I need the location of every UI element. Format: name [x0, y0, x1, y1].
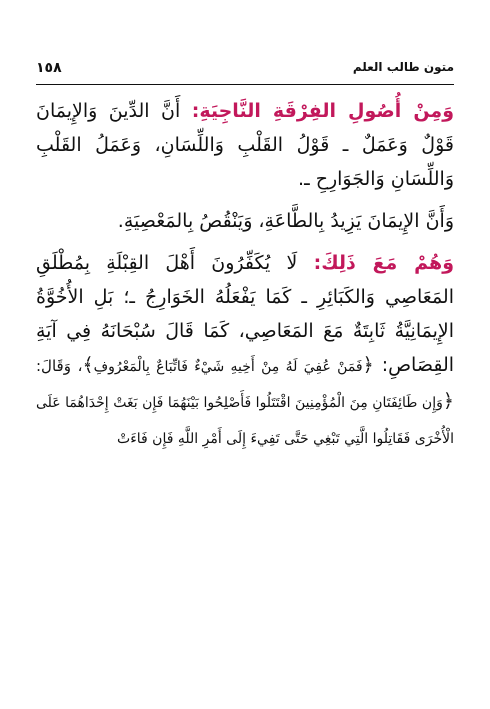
- paragraph-text: لَا يُكَفِّرُونَ أَهْلَ القِبْلَةِ بِمُطْلَقِ المَعَاصِي وَالكَبَائِرِ ـ كَمَا يَفْعَلُهُ الخَوَارِجُ ـ؛ بَلِ الأُخُوَّةُ الإِيمَانِيَّةُ ثَابِتَةٌ مَعَ المَعَاصِي، كَمَا قَالَ سُبْحَانَهُ فِي آيَةِ القِصَاصِ:: [36, 252, 455, 376]
- page-body: [36, 94, 454, 464]
- paragraph-text: وَأَنَّ الإِيمَانَ يَزِيدُ بِالطَّاعَةِ، وَيَنْقُصُ بِالمَعْصِيَةِ.: [117, 210, 454, 232]
- section-heading: وَهُمْ مَعَ ذَلِكَ:: [313, 252, 455, 274]
- ornate-bracket-open: ﴿: [362, 354, 374, 376]
- ornate-bracket-open: ﴿: [442, 390, 454, 412]
- paragraph-text: ، وَقَالَ:: [36, 357, 83, 375]
- running-title: متون طالب العلم: [352, 60, 454, 74]
- page-header: [36, 58, 454, 82]
- paragraph-text: أَنَّ الدِّينَ وَالإِيمَانَ قَوْلٌ وَعَمَلٌ ـ قَوْلُ القَلْبِ وَاللِّسَانِ، وَعَمَلُ القَلْبِ وَاللِّسَانِ وَالجَوَارِحِ ـ.: [36, 100, 454, 190]
- ornate-bracket-close: ﴾: [82, 354, 94, 376]
- header-rule: [36, 84, 454, 85]
- section-heading: وَمِنْ أُصُولِ الفِرْقَةِ النَّاجِيَةِ:: [191, 100, 455, 122]
- paragraph-3: [36, 246, 454, 456]
- quran-verse: وَإِن طَائِفَتَانِ مِنَ الْمُؤْمِنِينَ اقْتَتَلُوا فَأَصْلِحُوا بَيْنَهُمَا فَإِن بَغَتْ إِحْدَاهُمَا عَلَى الْأُخْرَى فَقَاتِلُوا الَّتِي تَبْغِي حَتَّى تَفِيءَ إِلَى أَمْرِ اللَّهِ فَإِن فَاءَتْ: [36, 395, 454, 447]
- paragraph-2: [36, 204, 454, 238]
- paragraph-1: [36, 94, 454, 196]
- page-number: ١٥٨: [36, 60, 62, 76]
- quran-verse: فَمَنْ عُفِيَ لَهُ مِنْ أَخِيهِ شَيْءٌ فَاتِّبَاعٌ بِالْمَعْرُوفِ: [93, 359, 363, 375]
